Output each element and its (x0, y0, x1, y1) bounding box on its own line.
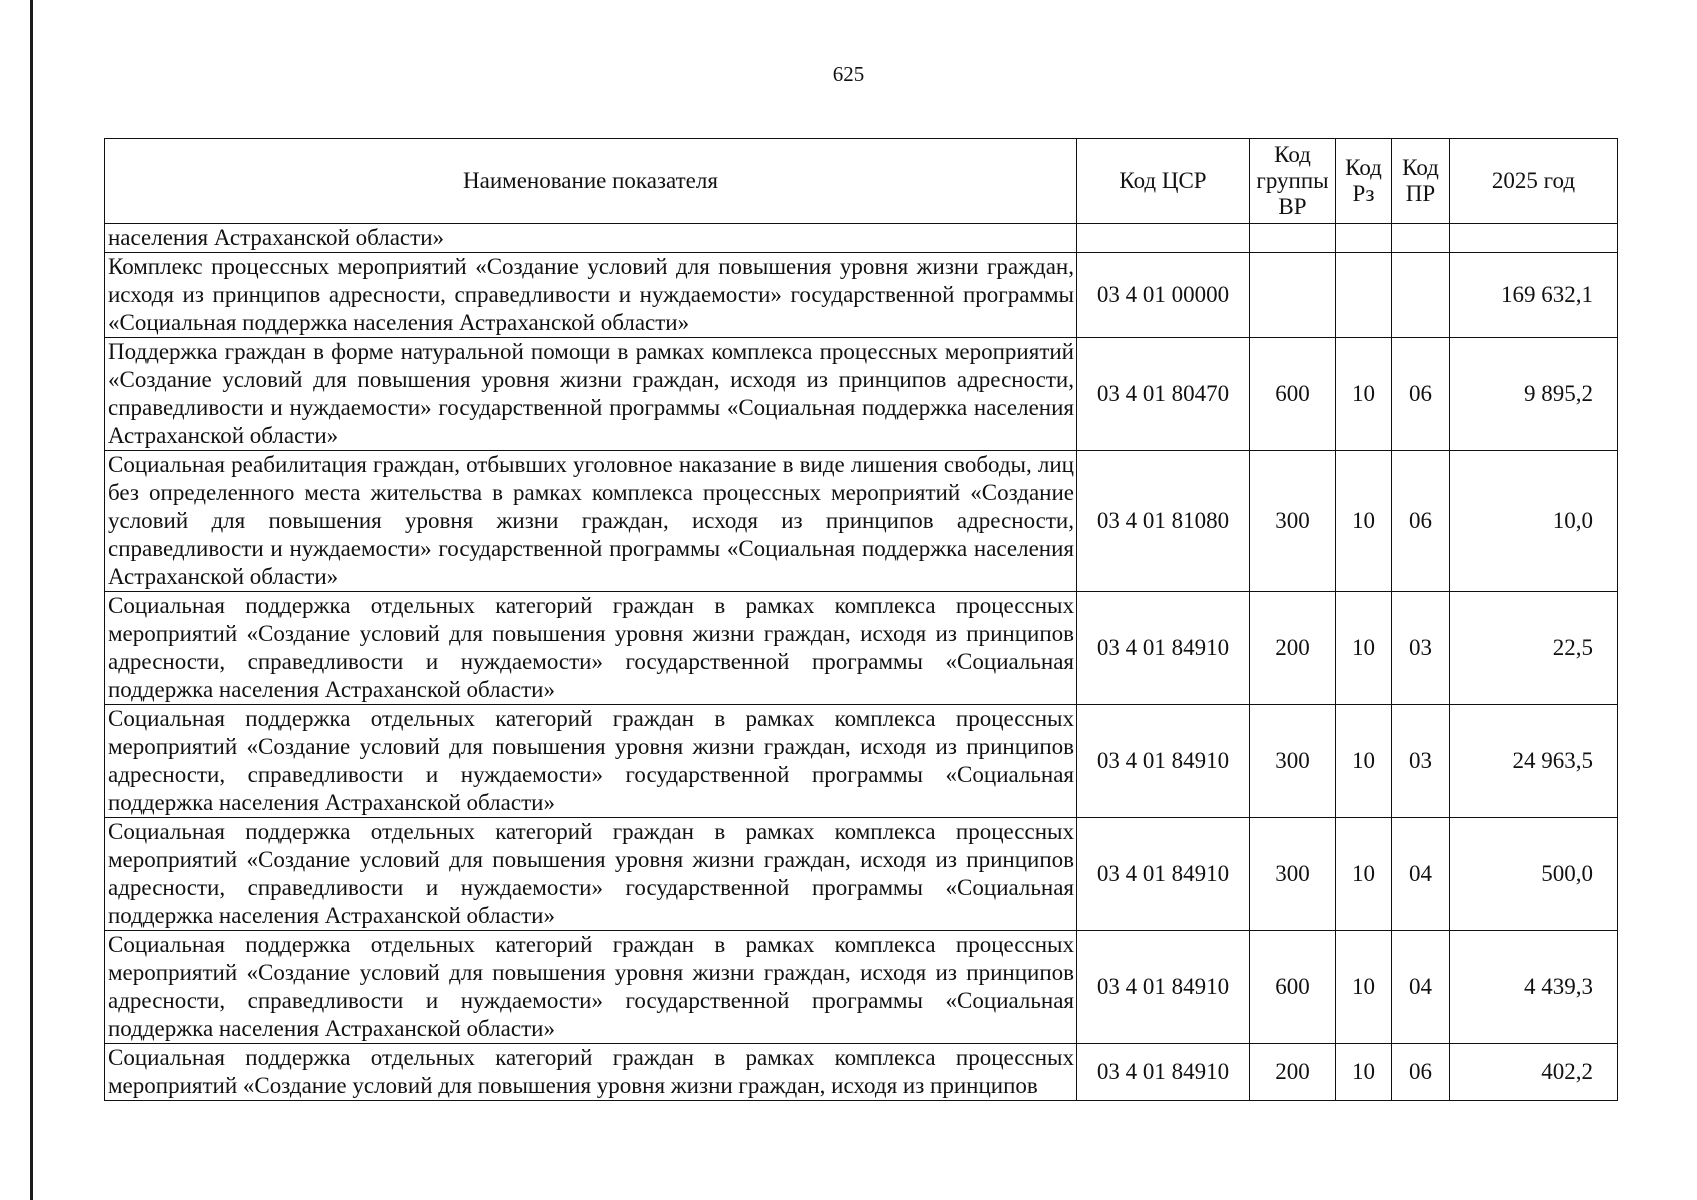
cell-pr-code: 04 (1392, 931, 1450, 1044)
header-year-2025: 2025 год (1450, 139, 1618, 224)
cell-amount-2025 (1450, 224, 1618, 253)
cell-csr-code: 03 4 01 84910 (1077, 818, 1250, 931)
cell-pr-code: 03 (1392, 705, 1450, 818)
cell-indicator-name: Социальная поддержка отдельных категорий граждан в рамках комплекса процессных мероприятий «Создание условий для повышения уровня жизни граждан, исходя из принципов (105, 1044, 1077, 1101)
cell-amount-2025: 500,0 (1450, 818, 1618, 931)
cell-indicator-name: Социальная поддержка отдельных категорий граждан в рамках комплекса процессных мероприятий «Создание условий для повышения уровня жизни граждан, исходя из принципов адресности, справедливости и нуждаемости» государственной программы «Социальная поддержка населения Астраханской области» (105, 592, 1077, 705)
cell-rz-code: 10 (1336, 1044, 1392, 1101)
cell-pr-code (1392, 224, 1450, 253)
cell-rz-code: 10 (1336, 705, 1392, 818)
cell-csr-code: 03 4 01 84910 (1077, 1044, 1250, 1101)
cell-vr-code: 300 (1250, 451, 1336, 592)
header-vr-group-code: Код группы ВР (1250, 139, 1336, 224)
cell-csr-code (1077, 224, 1250, 253)
cell-amount-2025: 9 895,2 (1450, 338, 1618, 451)
binding-margin-line (30, 0, 33, 1200)
cell-vr-code: 600 (1250, 338, 1336, 451)
cell-csr-code: 03 4 01 84910 (1077, 592, 1250, 705)
budget-table (104, 138, 1618, 1101)
table-header-row (105, 139, 1618, 224)
cell-vr-code: 200 (1250, 592, 1336, 705)
cell-vr-code (1250, 253, 1336, 338)
table-row (105, 705, 1618, 818)
cell-pr-code: 03 (1392, 592, 1450, 705)
cell-indicator-name: Социальная поддержка отдельных категорий граждан в рамках комплекса процессных мероприятий «Создание условий для повышения уровня жизни граждан, исходя из принципов адресности, справедливости и нуждаемости» государственной программы «Социальная поддержка населения Астраханской области» (105, 818, 1077, 931)
cell-indicator-name: Социальная реабилитация граждан, отбывших уголовное наказание в виде лишения свободы, лиц без определенного места жительства в рамках комплекса процессных мероприятий «Создание условий для повышения уровня жизни граждан, исходя из принципов адресности, справедливости и нуждаемости» государственной программы «Социальная поддержка населения Астраханской области» (105, 451, 1077, 592)
header-rz-code: Код Рз (1336, 139, 1392, 224)
cell-rz-code: 10 (1336, 592, 1392, 705)
page-number: 625 (832, 62, 865, 86)
cell-csr-code: 03 4 01 00000 (1077, 253, 1250, 338)
cell-amount-2025: 4 439,3 (1450, 931, 1618, 1044)
table-row (105, 818, 1618, 931)
cell-vr-code: 200 (1250, 1044, 1336, 1101)
cell-rz-code: 10 (1336, 451, 1392, 592)
cell-amount-2025: 22,5 (1450, 592, 1618, 705)
header-csr-code: Код ЦСР (1077, 139, 1250, 224)
cell-pr-code: 04 (1392, 818, 1450, 931)
cell-pr-code: 06 (1392, 1044, 1450, 1101)
cell-vr-code (1250, 224, 1336, 253)
cell-amount-2025: 10,0 (1450, 451, 1618, 592)
table-row (105, 338, 1618, 451)
cell-csr-code: 03 4 01 84910 (1077, 705, 1250, 818)
cell-pr-code: 06 (1392, 338, 1450, 451)
cell-vr-code: 300 (1250, 818, 1336, 931)
table-row (105, 451, 1618, 592)
cell-indicator-name: Поддержка граждан в форме натуральной помощи в рамках комплекса процессных мероприятий «Создание условий для повышения уровня жизни граждан, исходя из принципов адресности, справедливости и нуждаемости» государственной программы «Социальная поддержка населения Астраханской области» (105, 338, 1077, 451)
cell-rz-code: 10 (1336, 818, 1392, 931)
cell-rz-code: 10 (1336, 931, 1392, 1044)
cell-rz-code (1336, 253, 1392, 338)
header-indicator-name: Наименование показателя (105, 139, 1077, 224)
cell-amount-2025: 24 963,5 (1450, 705, 1618, 818)
cell-vr-code: 300 (1250, 705, 1336, 818)
cell-rz-code (1336, 224, 1392, 253)
cell-indicator-name: Социальная поддержка отдельных категорий граждан в рамках комплекса процессных мероприятий «Создание условий для повышения уровня жизни граждан, исходя из принципов адресности, справедливости и нуждаемости» государственной программы «Социальная поддержка населения Астраханской области» (105, 931, 1077, 1044)
cell-csr-code: 03 4 01 80470 (1077, 338, 1250, 451)
cell-csr-code: 03 4 01 84910 (1077, 931, 1250, 1044)
cell-pr-code (1392, 253, 1450, 338)
cell-csr-code: 03 4 01 81080 (1077, 451, 1250, 592)
cell-vr-code: 600 (1250, 931, 1336, 1044)
cell-rz-code: 10 (1336, 338, 1392, 451)
table-row (105, 1044, 1618, 1101)
cell-indicator-name: населения Астраханской области» (105, 224, 1077, 253)
cell-amount-2025: 169 632,1 (1450, 253, 1618, 338)
table-row (105, 224, 1618, 253)
cell-indicator-name: Комплекс процессных мероприятий «Создание условий для повышения уровня жизни граждан, исходя из принципов адресности, справедливости и нуждаемости» государственной программы «Социальная поддержка населения Астраханской области» (105, 253, 1077, 338)
header-pr-code: Код ПР (1392, 139, 1450, 224)
cell-amount-2025: 402,2 (1450, 1044, 1618, 1101)
table-row (105, 253, 1618, 338)
cell-indicator-name: Социальная поддержка отдельных категорий граждан в рамках комплекса процессных мероприятий «Создание условий для повышения уровня жизни граждан, исходя из принципов адресности, справедливости и нуждаемости» государственной программы «Социальная поддержка населения Астраханской области» (105, 705, 1077, 818)
table-row (105, 592, 1618, 705)
cell-pr-code: 06 (1392, 451, 1450, 592)
table-row (105, 931, 1618, 1044)
